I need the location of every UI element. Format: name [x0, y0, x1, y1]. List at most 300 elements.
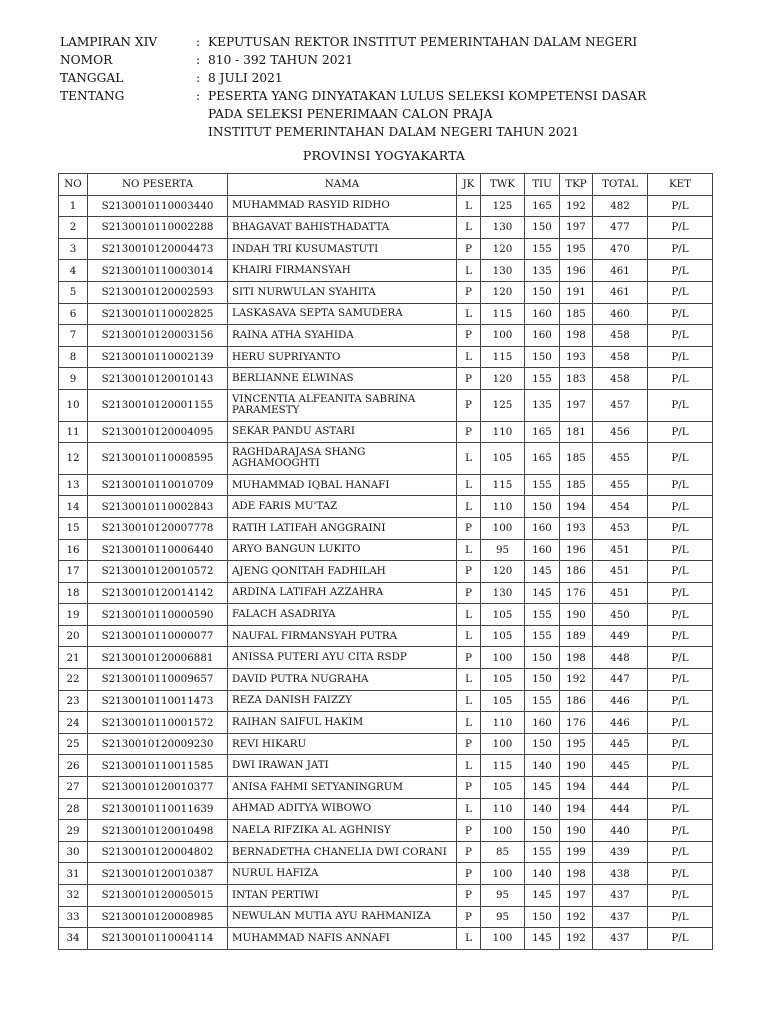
cell-tkp: 191: [560, 281, 593, 303]
cell-no: 17: [59, 561, 88, 583]
cell-no: 14: [59, 496, 88, 518]
cell-ket: P/L: [648, 474, 713, 496]
cell-twk: 105: [481, 669, 525, 691]
cell-twk: 110: [481, 421, 525, 443]
cell-jk: L: [457, 195, 481, 217]
cell-no: 3: [59, 238, 88, 260]
cell-twk: 105: [481, 690, 525, 712]
cell-jk: L: [457, 217, 481, 239]
cell-no-peserta: S2130010120002593: [88, 281, 228, 303]
cell-total: 454: [593, 496, 648, 518]
cell-ket: P/L: [648, 820, 713, 842]
cell-tkp: 176: [560, 712, 593, 734]
table-row: [59, 582, 713, 604]
cell-no: 24: [59, 712, 88, 734]
cell-no-peserta: S2130010120007778: [88, 517, 228, 539]
cell-tiu: 160: [525, 539, 560, 561]
cell-tiu: 135: [525, 389, 560, 421]
cell-tkp: 190: [560, 604, 593, 626]
tanggal-label: TANGGAL: [60, 71, 124, 85]
cell-jk: L: [457, 474, 481, 496]
cell-twk: 85: [481, 841, 525, 863]
cell-nama: RAIHAN SAIFUL HAKIM: [228, 712, 457, 734]
cell-tkp: 189: [560, 625, 593, 647]
header-row-lampiran: [60, 33, 720, 51]
cell-tiu: 155: [525, 841, 560, 863]
cell-ket: P/L: [648, 217, 713, 239]
cell-nama: BERNADETHA CHANELIA DWI CORANI: [228, 841, 457, 863]
cell-total: 477: [593, 217, 648, 239]
cell-ket: P/L: [648, 582, 713, 604]
cell-no-peserta: S2130010120006881: [88, 647, 228, 669]
cell-jk: P: [457, 421, 481, 443]
cell-nama: INTAN PERTIWI: [228, 885, 457, 907]
cell-no-peserta: S2130010110008595: [88, 443, 228, 475]
cell-twk: 100: [481, 325, 525, 347]
cell-jk: L: [457, 496, 481, 518]
cell-total: 460: [593, 303, 648, 325]
cell-no-peserta: S2130010110003440: [88, 195, 228, 217]
cell-no: 25: [59, 733, 88, 755]
cell-tiu: 145: [525, 885, 560, 907]
cell-ket: P/L: [648, 625, 713, 647]
cell-total: 437: [593, 928, 648, 950]
cell-total: 439: [593, 841, 648, 863]
cell-twk: 130: [481, 260, 525, 282]
cell-no-peserta: S2130010120010387: [88, 863, 228, 885]
cell-total: 438: [593, 863, 648, 885]
table-row: [59, 798, 713, 820]
cell-no: 30: [59, 841, 88, 863]
table-row: [59, 712, 713, 734]
cell-twk: 130: [481, 582, 525, 604]
cell-no: 13: [59, 474, 88, 496]
cell-no: 7: [59, 325, 88, 347]
cell-total: 450: [593, 604, 648, 626]
cell-twk: 110: [481, 712, 525, 734]
cell-tiu: 160: [525, 303, 560, 325]
cell-tiu: 150: [525, 820, 560, 842]
cell-twk: 115: [481, 303, 525, 325]
cell-tkp: 195: [560, 733, 593, 755]
nomor-value: 810 - 392 TAHUN 2021: [208, 53, 353, 67]
cell-jk: L: [457, 755, 481, 777]
cell-ket: P/L: [648, 517, 713, 539]
cell-no-peserta: S2130010120010498: [88, 820, 228, 842]
cell-tiu: 135: [525, 260, 560, 282]
cell-nama: RAGHDARAJASA SHANG AGHAMOOGHTI: [228, 443, 457, 475]
cell-nama: NURUL HAFIZA: [228, 863, 457, 885]
cell-tkp: 194: [560, 777, 593, 799]
table-row: [59, 474, 713, 496]
table-row: [59, 906, 713, 928]
cell-ket: P/L: [648, 421, 713, 443]
cell-tkp: 186: [560, 561, 593, 583]
cell-total: 446: [593, 712, 648, 734]
cell-nama: NAELA RIFZIKA AL AGHNISY: [228, 820, 457, 842]
cell-total: 461: [593, 260, 648, 282]
cell-tkp: 198: [560, 863, 593, 885]
cell-tkp: 176: [560, 582, 593, 604]
cell-tkp: 198: [560, 647, 593, 669]
cell-no-peserta: S2130010110002139: [88, 346, 228, 368]
cell-no-peserta: S2130010120005015: [88, 885, 228, 907]
cell-no-peserta: S2130010110004114: [88, 928, 228, 950]
table-row: [59, 517, 713, 539]
cell-jk: L: [457, 443, 481, 475]
cell-tiu: 150: [525, 647, 560, 669]
header-total: TOTAL: [593, 174, 648, 196]
cell-ket: P/L: [648, 561, 713, 583]
cell-total: 482: [593, 195, 648, 217]
table-row: [59, 443, 713, 475]
table-row: [59, 325, 713, 347]
cell-no-peserta: S2130010110003014: [88, 260, 228, 282]
cell-tiu: 155: [525, 690, 560, 712]
cell-ket: P/L: [648, 346, 713, 368]
table-row: [59, 885, 713, 907]
cell-total: 455: [593, 474, 648, 496]
cell-ket: P/L: [648, 712, 713, 734]
cell-twk: 100: [481, 928, 525, 950]
table-header-row: [59, 174, 713, 196]
cell-nama: NEWULAN MUTIA AYU RAHMANIZA: [228, 906, 457, 928]
cell-twk: 100: [481, 863, 525, 885]
cell-total: 458: [593, 325, 648, 347]
table-row: [59, 238, 713, 260]
cell-nama: BERLIANNE ELWINAS: [228, 368, 457, 390]
cell-tkp: 190: [560, 820, 593, 842]
cell-no: 33: [59, 906, 88, 928]
cell-no-peserta: S2130010120004473: [88, 238, 228, 260]
cell-total: 451: [593, 582, 648, 604]
cell-twk: 110: [481, 496, 525, 518]
table-row: [59, 496, 713, 518]
cell-nama: INDAH TRI KUSUMASTUTI: [228, 238, 457, 260]
tentang-label: TENTANG: [60, 89, 125, 103]
cell-no: 26: [59, 755, 88, 777]
cell-twk: 115: [481, 755, 525, 777]
cell-tiu: 150: [525, 733, 560, 755]
cell-twk: 95: [481, 885, 525, 907]
header-nama: NAMA: [228, 174, 457, 196]
cell-nama: ARYO BANGUN LUKITO: [228, 539, 457, 561]
cell-total: 461: [593, 281, 648, 303]
cell-no-peserta: S2130010110010709: [88, 474, 228, 496]
table-row: [59, 389, 713, 421]
cell-jk: P: [457, 863, 481, 885]
cell-no-peserta: S2130010120001155: [88, 389, 228, 421]
cell-tkp: 197: [560, 217, 593, 239]
cell-no-peserta: S2130010110011473: [88, 690, 228, 712]
cell-jk: L: [457, 625, 481, 647]
cell-tkp: 192: [560, 928, 593, 950]
table-row: [59, 561, 713, 583]
cell-total: 440: [593, 820, 648, 842]
cell-total: 456: [593, 421, 648, 443]
cell-no: 2: [59, 217, 88, 239]
cell-tiu: 150: [525, 906, 560, 928]
cell-ket: P/L: [648, 539, 713, 561]
cell-jk: L: [457, 690, 481, 712]
cell-no: 16: [59, 539, 88, 561]
cell-nama: VINCENTIA ALFEANITA SABRINA PARAMESTY: [228, 389, 457, 421]
header-no-peserta: NO PESERTA: [88, 174, 228, 196]
cell-twk: 100: [481, 647, 525, 669]
cell-total: 455: [593, 443, 648, 475]
table-row: [59, 755, 713, 777]
header-jk: JK: [457, 174, 481, 196]
cell-nama: RAINA ATHA SYAHIDA: [228, 325, 457, 347]
cell-nama: DWI IRAWAN JATI: [228, 755, 457, 777]
cell-total: 451: [593, 561, 648, 583]
cell-jk: P: [457, 777, 481, 799]
cell-jk: P: [457, 368, 481, 390]
cell-total: 437: [593, 906, 648, 928]
cell-ket: P/L: [648, 325, 713, 347]
table-row: [59, 217, 713, 239]
cell-twk: 105: [481, 443, 525, 475]
cell-no-peserta: S2130010120010143: [88, 368, 228, 390]
table-row: [59, 733, 713, 755]
cell-tkp: 196: [560, 539, 593, 561]
cell-ket: P/L: [648, 647, 713, 669]
cell-ket: P/L: [648, 389, 713, 421]
cell-jk: L: [457, 669, 481, 691]
table-row: [59, 841, 713, 863]
cell-tiu: 145: [525, 582, 560, 604]
cell-tiu: 160: [525, 712, 560, 734]
cell-total: 451: [593, 539, 648, 561]
cell-tiu: 155: [525, 625, 560, 647]
cell-total: 437: [593, 885, 648, 907]
cell-ket: P/L: [648, 863, 713, 885]
cell-no-peserta: S2130010120009230: [88, 733, 228, 755]
cell-tkp: 185: [560, 303, 593, 325]
table-row: [59, 421, 713, 443]
cell-no: 4: [59, 260, 88, 282]
cell-tiu: 150: [525, 346, 560, 368]
cell-total: 453: [593, 517, 648, 539]
cell-tkp: 198: [560, 325, 593, 347]
cell-jk: L: [457, 303, 481, 325]
cell-no: 20: [59, 625, 88, 647]
cell-nama: AHMAD ADITYA WIBOWO: [228, 798, 457, 820]
cell-jk: L: [457, 798, 481, 820]
cell-twk: 115: [481, 474, 525, 496]
cell-ket: P/L: [648, 733, 713, 755]
header-no: NO: [59, 174, 88, 196]
cell-tkp: 195: [560, 238, 593, 260]
cell-jk: P: [457, 325, 481, 347]
table-row: [59, 368, 713, 390]
cell-twk: 105: [481, 777, 525, 799]
cell-twk: 120: [481, 238, 525, 260]
table-row: [59, 260, 713, 282]
cell-jk: L: [457, 346, 481, 368]
cell-tkp: 181: [560, 421, 593, 443]
table-row: [59, 303, 713, 325]
cell-ket: P/L: [648, 604, 713, 626]
cell-no-peserta: S2130010110011639: [88, 798, 228, 820]
cell-ket: P/L: [648, 885, 713, 907]
cell-nama: MUHAMMAD NAFIS ANNAFI: [228, 928, 457, 950]
cell-no-peserta: S2130010120010377: [88, 777, 228, 799]
cell-jk: P: [457, 820, 481, 842]
cell-twk: 120: [481, 368, 525, 390]
cell-jk: P: [457, 906, 481, 928]
cell-jk: L: [457, 928, 481, 950]
province-title: PROVINSI YOGYAKARTA: [302, 148, 466, 163]
cell-tkp: 190: [560, 755, 593, 777]
cell-tkp: 183: [560, 368, 593, 390]
cell-nama: BHAGAVAT BAHISTHADATTA: [228, 217, 457, 239]
cell-ket: P/L: [648, 368, 713, 390]
cell-twk: 100: [481, 733, 525, 755]
cell-no-peserta: S2130010120004095: [88, 421, 228, 443]
colon: :: [196, 89, 201, 103]
cell-jk: P: [457, 582, 481, 604]
cell-no: 6: [59, 303, 88, 325]
cell-jk: L: [457, 260, 481, 282]
cell-jk: P: [457, 561, 481, 583]
cell-no-peserta: S2130010110011585: [88, 755, 228, 777]
header-row-nomor: [60, 51, 720, 69]
cell-no: 19: [59, 604, 88, 626]
cell-tiu: 145: [525, 928, 560, 950]
cell-twk: 115: [481, 346, 525, 368]
header-twk: TWK: [481, 174, 525, 196]
cell-tkp: 192: [560, 906, 593, 928]
cell-no-peserta: S2130010110009657: [88, 669, 228, 691]
tentang-value: [208, 87, 720, 141]
cell-no: 12: [59, 443, 88, 475]
tanggal-value: 8 JULI 2021: [208, 71, 283, 85]
table-row: [59, 777, 713, 799]
colon: :: [196, 35, 201, 49]
cell-tiu: 160: [525, 517, 560, 539]
cell-tkp: 196: [560, 260, 593, 282]
cell-nama: ARDINA LATIFAH AZZAHRA: [228, 582, 457, 604]
cell-nama: KHAIRI FIRMANSYAH: [228, 260, 457, 282]
cell-total: 446: [593, 690, 648, 712]
cell-no-peserta: S2130010120010572: [88, 561, 228, 583]
cell-ket: P/L: [648, 238, 713, 260]
cell-nama: RATIH LATIFAH ANGGRAINI: [228, 517, 457, 539]
table-row: [59, 195, 713, 217]
cell-nama: MUHAMMAD RASYID RIDHO: [228, 195, 457, 217]
cell-no: 34: [59, 928, 88, 950]
cell-nama: HERU SUPRIYANTO: [228, 346, 457, 368]
cell-jk: L: [457, 712, 481, 734]
table-body: [59, 195, 713, 949]
cell-nama: ANISA FAHMI SETYANINGRUM: [228, 777, 457, 799]
cell-no-peserta: S2130010110002825: [88, 303, 228, 325]
cell-twk: 125: [481, 195, 525, 217]
header-row-tentang: [60, 87, 720, 141]
cell-twk: 110: [481, 798, 525, 820]
cell-tiu: 150: [525, 496, 560, 518]
cell-tiu: 150: [525, 281, 560, 303]
cell-no: 22: [59, 669, 88, 691]
cell-tiu: 150: [525, 669, 560, 691]
cell-tiu: 165: [525, 443, 560, 475]
cell-tiu: 150: [525, 217, 560, 239]
cell-no: 29: [59, 820, 88, 842]
cell-twk: 130: [481, 217, 525, 239]
cell-tkp: 192: [560, 195, 593, 217]
cell-tkp: 194: [560, 496, 593, 518]
cell-total: 447: [593, 669, 648, 691]
cell-tiu: 145: [525, 561, 560, 583]
cell-no-peserta: S2130010110006440: [88, 539, 228, 561]
header-row-tanggal: [60, 69, 720, 87]
colon: :: [196, 71, 201, 85]
cell-ket: P/L: [648, 906, 713, 928]
cell-total: 448: [593, 647, 648, 669]
cell-no-peserta: S2130010110000077: [88, 625, 228, 647]
cell-tiu: 140: [525, 755, 560, 777]
cell-ket: P/L: [648, 798, 713, 820]
cell-nama: NAUFAL FIRMANSYAH PUTRA: [228, 625, 457, 647]
tentang-line: PESERTA YANG DINYATAKAN LULUS SELEKSI KOMPETENSI DASAR: [208, 89, 647, 103]
cell-twk: 105: [481, 604, 525, 626]
participants-table: [58, 173, 713, 950]
table-row: [59, 928, 713, 950]
cell-ket: P/L: [648, 195, 713, 217]
cell-no: 28: [59, 798, 88, 820]
cell-jk: P: [457, 238, 481, 260]
lampiran-label: LAMPIRAN XIV: [60, 35, 158, 49]
cell-no: 8: [59, 346, 88, 368]
cell-ket: P/L: [648, 303, 713, 325]
cell-jk: P: [457, 517, 481, 539]
table-row: [59, 625, 713, 647]
table-row: [59, 346, 713, 368]
cell-ket: P/L: [648, 755, 713, 777]
cell-twk: 100: [481, 517, 525, 539]
cell-no-peserta: S2130010120014142: [88, 582, 228, 604]
cell-twk: 125: [481, 389, 525, 421]
cell-total: 449: [593, 625, 648, 647]
cell-total: 458: [593, 368, 648, 390]
cell-ket: P/L: [648, 777, 713, 799]
cell-ket: P/L: [648, 443, 713, 475]
cell-nama: SITI NURWULAN SYAHITA: [228, 281, 457, 303]
cell-tkp: 185: [560, 474, 593, 496]
table-row: [59, 539, 713, 561]
nomor-label: NOMOR: [60, 53, 113, 67]
table-row: [59, 820, 713, 842]
cell-ket: P/L: [648, 928, 713, 950]
cell-nama: DAVID PUTRA NUGRAHA: [228, 669, 457, 691]
cell-ket: P/L: [648, 496, 713, 518]
table-row: [59, 647, 713, 669]
cell-no-peserta: S2130010120008985: [88, 906, 228, 928]
cell-nama: ANISSA PUTERI AYU CITA RSDP: [228, 647, 457, 669]
cell-jk: L: [457, 604, 481, 626]
cell-no: 5: [59, 281, 88, 303]
cell-twk: 95: [481, 539, 525, 561]
cell-no: 31: [59, 863, 88, 885]
cell-total: 444: [593, 777, 648, 799]
cell-jk: P: [457, 281, 481, 303]
cell-no-peserta: S2130010120004802: [88, 841, 228, 863]
cell-tkp: 197: [560, 885, 593, 907]
table-row: [59, 690, 713, 712]
cell-jk: P: [457, 389, 481, 421]
table-row: [59, 863, 713, 885]
